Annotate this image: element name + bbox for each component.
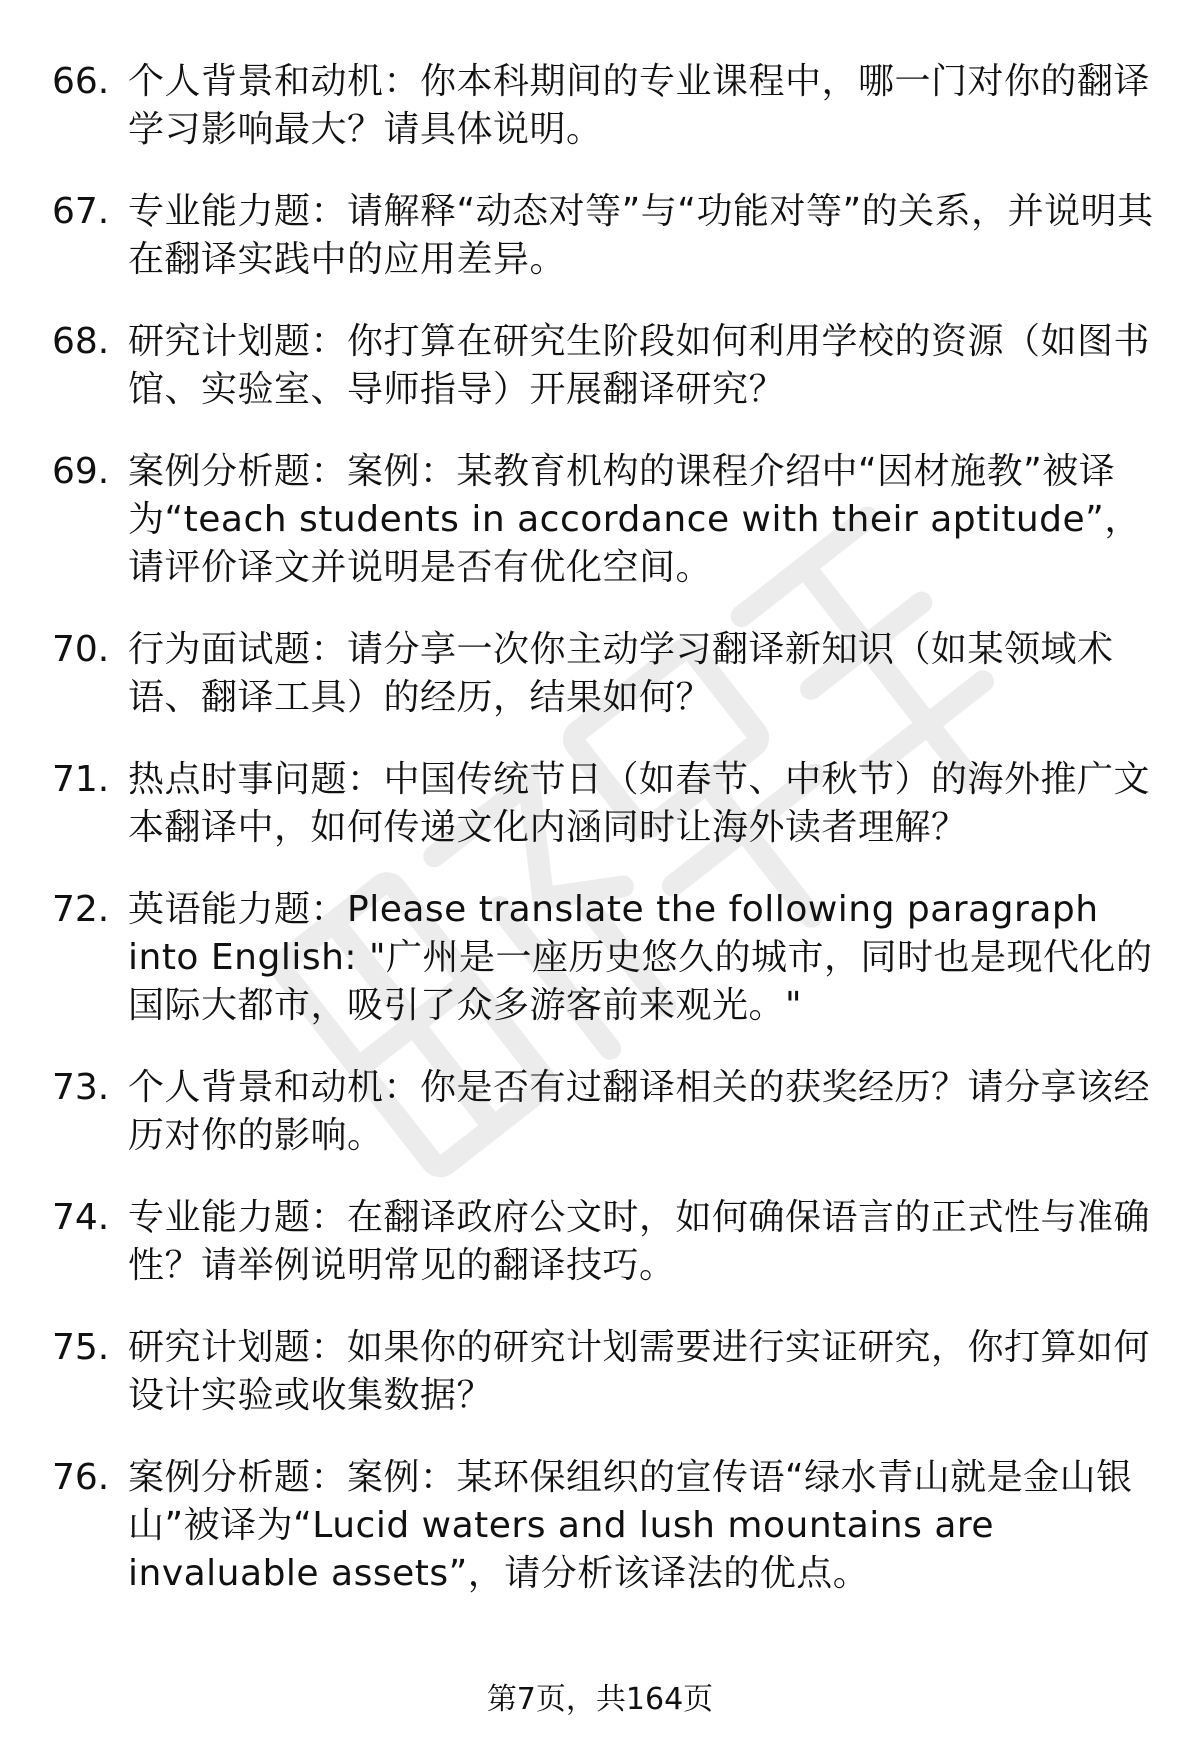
question-item [52,58,1162,154]
question-item [52,1194,1162,1290]
page-number-label: 第7页，共164页 [486,1682,714,1717]
question-number: 68. [52,321,110,362]
question-item [52,756,1162,852]
question-item [52,448,1162,592]
question-number: 73. [52,1067,110,1108]
page-footer [0,1680,1200,1720]
question-number: 74. [52,1197,110,1238]
question-text: 个人背景和动机：你本科期间的专业课程中，哪一门对你的翻译学习影响最大？请具体说明。 [128,61,1151,150]
question-text: 热点时事问题：中国传统节日（如春节、中秋节）的海外推广文本翻译中，如何传递文化内涵同时让海外读者理解？ [128,759,1151,848]
question-item [52,1454,1162,1598]
question-text: 专业能力题：在翻译政府公文时，如何确保语言的正式性与准确性？请举例说明常见的翻译技巧。 [128,1197,1151,1286]
question-item [52,1324,1162,1420]
question-text: 研究计划题：你打算在研究生阶段如何利用学校的资源（如图书馆、实验室、导师指导）开展翻译研究？ [128,321,1151,410]
question-number: 66. [52,61,110,102]
question-text: 案例分析题：案例：某教育机构的课程介绍中“因材施教”被译为“teach students in accordance with their aptitude”，请评价译文并说明是否有优化空间。 [128,451,1141,588]
question-item [52,188,1162,284]
question-list [52,58,1162,1632]
question-number: 72. [52,889,110,930]
question-number: 71. [52,759,110,800]
question-item [52,626,1162,722]
question-item [52,318,1162,414]
question-number: 70. [52,629,110,670]
question-number: 67. [52,191,110,232]
question-text: 案例分析题：案例：某环保组织的宣传语“绿水青山就是金山银山”被译为“Lucid waters and lush mountains are invaluable assets”，请分析该译法的优点。 [128,1457,1133,1594]
question-item [52,1064,1162,1160]
question-text: 英语能力题：Please translate the following paragraph into English: "广州是一座历史悠久的城市，同时也是现代化的国际大都市，吸引了众多游客前来观光。" [128,889,1153,1026]
question-text: 行为面试题：请分享一次你主动学习翻译新知识（如某领域术语、翻译工具）的经历，结果如何？ [128,629,1114,718]
question-text: 研究计划题：如果你的研究计划需要进行实证研究，你打算如何设计实验或收集数据？ [128,1327,1151,1416]
question-item [52,886,1162,1030]
question-number: 75. [52,1327,110,1368]
question-number: 69. [52,451,110,492]
question-text: 个人背景和动机：你是否有过翻译相关的获奖经历？请分享该经历对你的影响。 [128,1067,1151,1156]
question-number: 76. [52,1457,110,1498]
question-text: 专业能力题：请解释“动态对等”与“功能对等”的关系，并说明其在翻译实践中的应用差异。 [128,191,1154,280]
